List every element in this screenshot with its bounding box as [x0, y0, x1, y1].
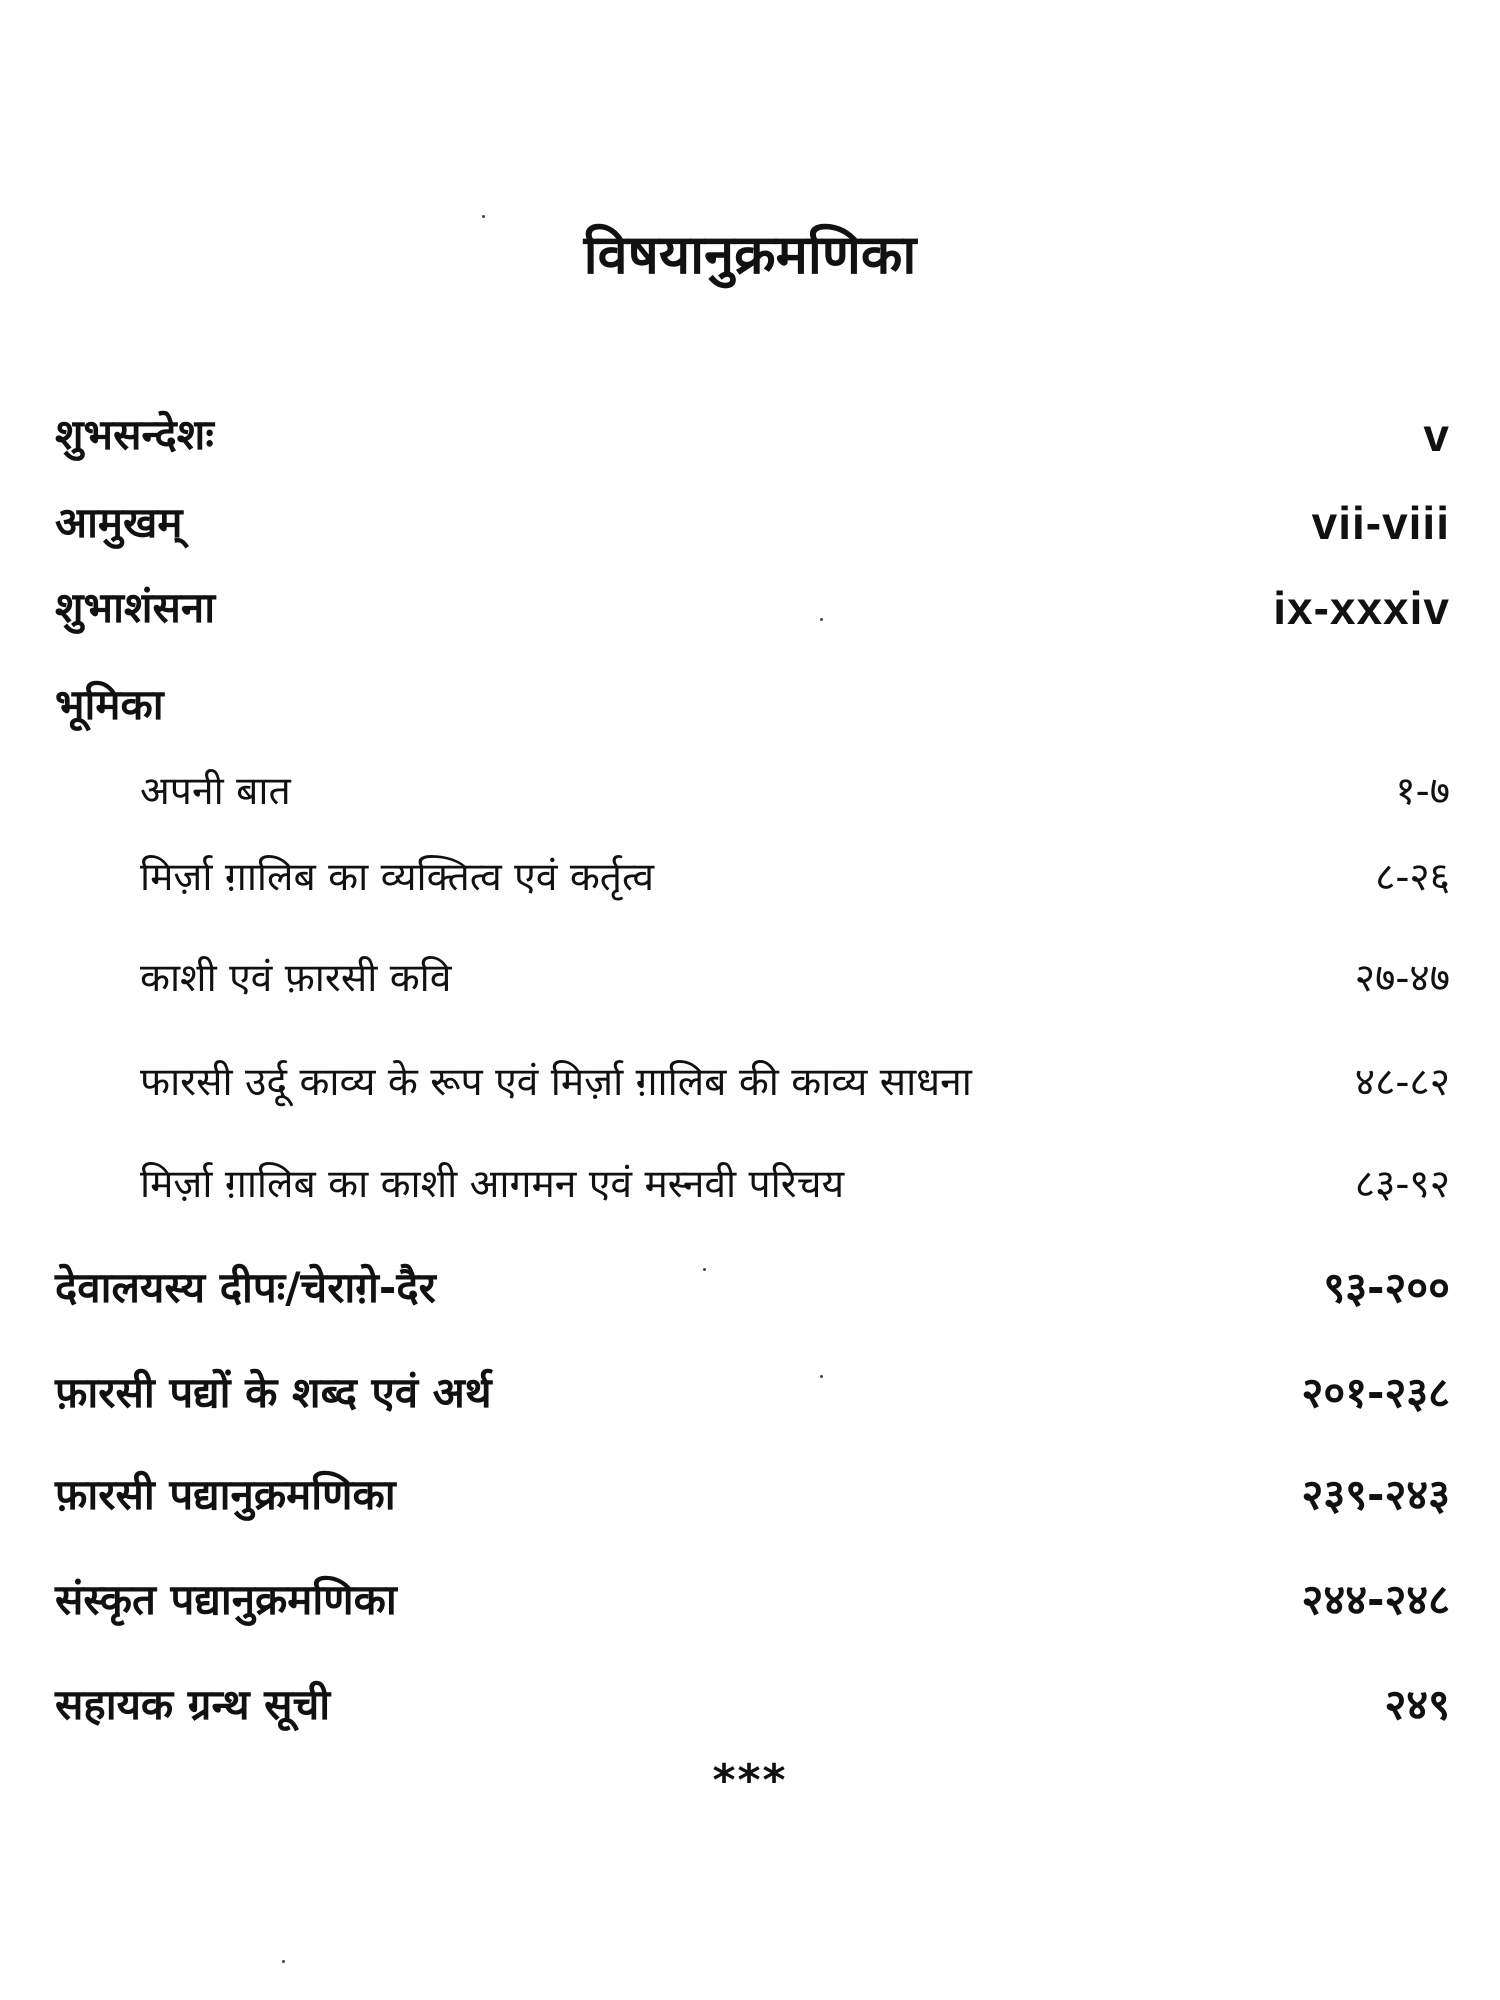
toc-entry-label: सहायक ग्रन्थ सूची [55, 1680, 331, 1729]
toc-entry-shabd-arth [0, 1358, 1500, 1428]
end-mark: *** [712, 1755, 788, 1806]
toc-entry-label: मिर्ज़ा ग़ालिब का व्यक्तित्व एवं कर्तृत्व [140, 855, 655, 900]
toc-entry-label: अपनी बात [140, 769, 291, 814]
toc-entry-page: ४८-८२ [1354, 1060, 1450, 1105]
toc-entry-apni-baat [0, 757, 1500, 827]
toc-entry-label: आमुखम् [55, 498, 183, 547]
toc-entry-kashi-aagaman [0, 1150, 1500, 1220]
toc-entry-page: v [1423, 409, 1450, 461]
toc-entry-page: २४९ [1384, 1680, 1450, 1729]
scan-speck [482, 215, 485, 218]
page-title: विषयानुक्रमणिका [583, 223, 917, 286]
toc-entry-label: मिर्ज़ा ग़ालिब का काशी आगमन एवं मस्नवी परिचय [140, 1162, 845, 1207]
toc-entry-vyaktitva [0, 843, 1500, 913]
toc-entry-page: ९३-२०० [1323, 1263, 1450, 1312]
toc-entry-page: २३९-२४३ [1301, 1470, 1450, 1519]
toc-entry-kashi-farsi-kavi [0, 944, 1500, 1014]
toc-entry-label: देवालयस्य दीपः/चेराग़े-दैर [55, 1263, 436, 1312]
toc-entry-page: ix-xxxiv [1273, 582, 1450, 634]
toc-entry-label: शुभाशंसना [55, 583, 216, 632]
toc-entry-bhumika [0, 670, 1500, 740]
toc-entry-devalayasya-deep [0, 1253, 1500, 1323]
scan-speck [703, 1268, 706, 1271]
toc-entry-page: ८३-९२ [1354, 1162, 1450, 1207]
toc-entry-label: काशी एवं फ़ारसी कवि [140, 956, 452, 1001]
toc-entry-kavya-sadhana [0, 1048, 1500, 1118]
scan-speck [282, 1960, 285, 1963]
toc-entry-label: भूमिका [55, 680, 164, 729]
toc-entry-farsi-padyanukramanika [0, 1460, 1500, 1530]
toc-entry-page: ८-२६ [1375, 855, 1450, 900]
scan-speck [820, 1375, 823, 1378]
toc-entry-aamukham [0, 488, 1500, 558]
toc-entry-page: १-७ [1395, 769, 1450, 814]
scan-speck [820, 618, 823, 621]
toc-entry-page: २७-४७ [1354, 956, 1450, 1001]
toc-entry-page: vii-viii [1311, 497, 1450, 549]
toc-entry-page: २४४-२४८ [1301, 1575, 1450, 1624]
toc-entry-shubhashansana [0, 573, 1500, 643]
toc-entry-page: २०१-२३८ [1301, 1368, 1450, 1417]
toc-entry-label: शुभसन्देशः [55, 410, 214, 459]
toc-entry-sanskrit-padyanukramanika [0, 1565, 1500, 1635]
toc-entry-label: फारसी उर्दू काव्य के रूप एवं मिर्ज़ा ग़ालिब की काव्य साधना [140, 1060, 972, 1105]
toc-entry-label: फ़ारसी पद्यों के शब्द एवं अर्थ [55, 1368, 492, 1417]
toc-entry-label: फ़ारसी पद्यानुक्रमणिका [55, 1470, 396, 1519]
toc-entry-shubhasandesh [0, 400, 1500, 470]
toc-entry-label: संस्कृत पद्यानुक्रमणिका [55, 1575, 397, 1624]
toc-entry-sahayak-granth-suchi [0, 1670, 1500, 1740]
